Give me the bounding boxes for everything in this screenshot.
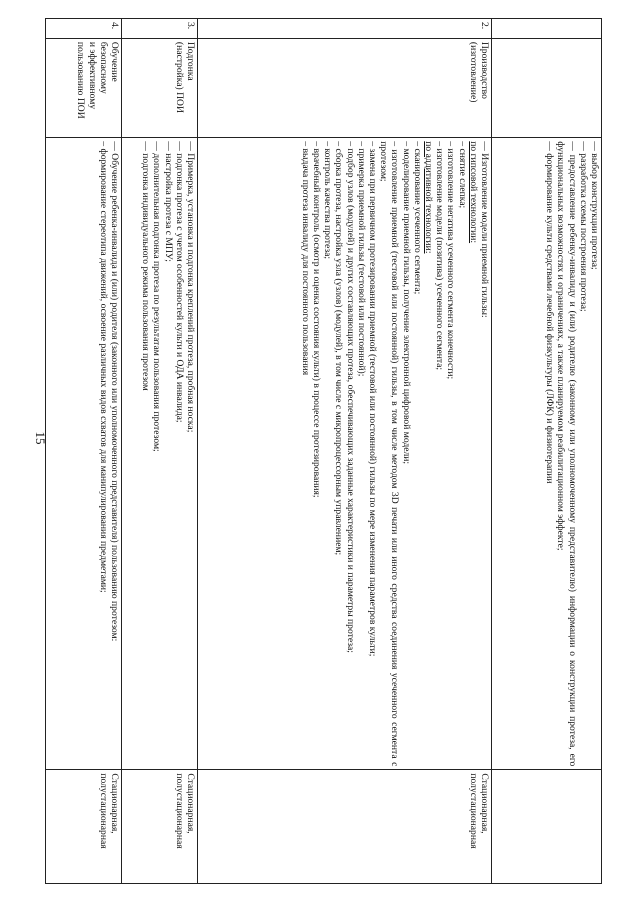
- stage-name-line: (изготовление): [467, 41, 479, 103]
- description-line: — выбор конструкции протеза;: [589, 141, 600, 270]
- description-line: – моделирование приемной гильзы, получение электронной цифровой модели;: [400, 141, 412, 465]
- description-line: — дополнительная подгонка протеза по результатам пользования протезом;: [151, 141, 163, 452]
- row-number: [492, 19, 602, 39]
- service-form: [198, 770, 492, 884]
- stage-description: [122, 138, 198, 770]
- description-line: – изготовление приемной (тестовой или постоянной) гильзы, в том числе методом 3D печати или иного средства соединения усеченного сегмента с протезом;: [378, 141, 401, 767]
- description-line: — Примерка, установка и подгонка креплений протеза, пробная носка;: [185, 141, 196, 433]
- description-line: — подгонка индивидуального режима пользования протезом: [140, 141, 152, 391]
- stage-name-line: и эффективному: [86, 41, 98, 110]
- description-line: — подгонка протеза с учетом особенностей культи и ОДА инвалида;: [173, 141, 185, 423]
- service-form-line: полустационарная: [467, 773, 479, 849]
- table-row: [198, 19, 492, 884]
- stage-name: [122, 38, 198, 137]
- description-line: – контроль качества протеза;: [322, 141, 334, 260]
- stage-name-line: пользованию ПОИ: [75, 41, 87, 119]
- service-form-line: Стационарная,: [479, 773, 490, 834]
- stage-name-line: безопасному: [97, 41, 109, 94]
- stage-name: [492, 38, 602, 137]
- service-form: [46, 770, 122, 884]
- table-row: [122, 19, 198, 884]
- description-line: – врачебный контроль (осмотр и оценка состояния культи) в процессе протезирования;: [310, 141, 322, 498]
- table-row: [492, 19, 602, 884]
- row-number: 2.: [198, 19, 492, 39]
- description-line: – изготовление негатива усеченного сегмента конечности;: [445, 141, 457, 380]
- description-line: – замена при первичном протезировании приемной (тестовой или постоянной) гильзы по мере изменения параметров культи;: [366, 141, 378, 657]
- stage-name-line: (настройка) ПОИ: [173, 41, 185, 113]
- service-form-line: полустационарная: [173, 773, 185, 849]
- description-line: – формирование стереотипа движений, освоение различных видов схватов для манипулирования предметами;: [97, 141, 109, 593]
- services-table: [45, 18, 602, 884]
- description-line: – изготовление модели (позитива) усеченного сегмента;: [434, 141, 446, 371]
- description-line: — настройка протеза с МПУ;: [162, 141, 174, 262]
- description-line: – выдача протеза инвалиду для постоянного пользования: [299, 141, 311, 376]
- stage-name-line: Производство: [479, 41, 490, 99]
- stage-name-line: Обучение: [109, 41, 120, 82]
- service-form: [122, 770, 198, 884]
- service-form-line: полустационарная: [97, 773, 109, 849]
- service-form-line: Стационарная,: [109, 773, 120, 834]
- description-subheading: по аддитивной технологии:: [422, 141, 434, 254]
- description-line: — Обучение ребенка-инвалида и (или) родителя (законного или уполномоченного представителя) пользованию протезом:: [109, 141, 120, 642]
- stage-description: [46, 138, 122, 770]
- service-form-line: Стационарная,: [185, 773, 196, 834]
- table-row: [46, 19, 122, 884]
- stage-description: [198, 138, 492, 770]
- row-number: 3.: [122, 19, 198, 39]
- stage-name: [198, 38, 492, 137]
- description-line: — разработка схемы построения протеза;: [577, 141, 589, 312]
- description-line: — Изготовление модели приемной гильзы:: [479, 141, 490, 318]
- row-number: 4.: [46, 19, 122, 39]
- description-line: – примерка приемной гильзы (тестовой или постоянной);: [355, 141, 367, 377]
- description-line: – подбор узлов (модулей) и других составляющих протеза, обеспечивающих заданные характеристики и параметры протеза;: [344, 141, 356, 653]
- stage-description: [492, 138, 602, 770]
- description-line: – сборка протеза, настройка узла (узлов) (модулей), в том числе с микропроцессорным управлением;: [333, 141, 345, 556]
- description-line: – снятие слепка;: [456, 141, 468, 209]
- page-number: 15: [33, 431, 48, 445]
- description-line: — формирование культи средствами лечебной физкультуры (ЛФК) и физиотерапии: [544, 141, 556, 484]
- description-subheading: по гипсовой технологии:: [467, 141, 479, 244]
- stage-name: [46, 38, 122, 137]
- stage-name-line: Подгонка: [185, 41, 196, 81]
- description-line: – сканирование усеченного сегмента;: [411, 141, 423, 295]
- service-form: [492, 770, 602, 884]
- description-line: — предоставление ребенку-инвалиду и (или) родителю (законному или уполномоченному представителю) информации о конструкции протеза, его функциональных возможностях и ограничениях, а также планируемом реабилитационном эффекте;: [555, 141, 578, 767]
